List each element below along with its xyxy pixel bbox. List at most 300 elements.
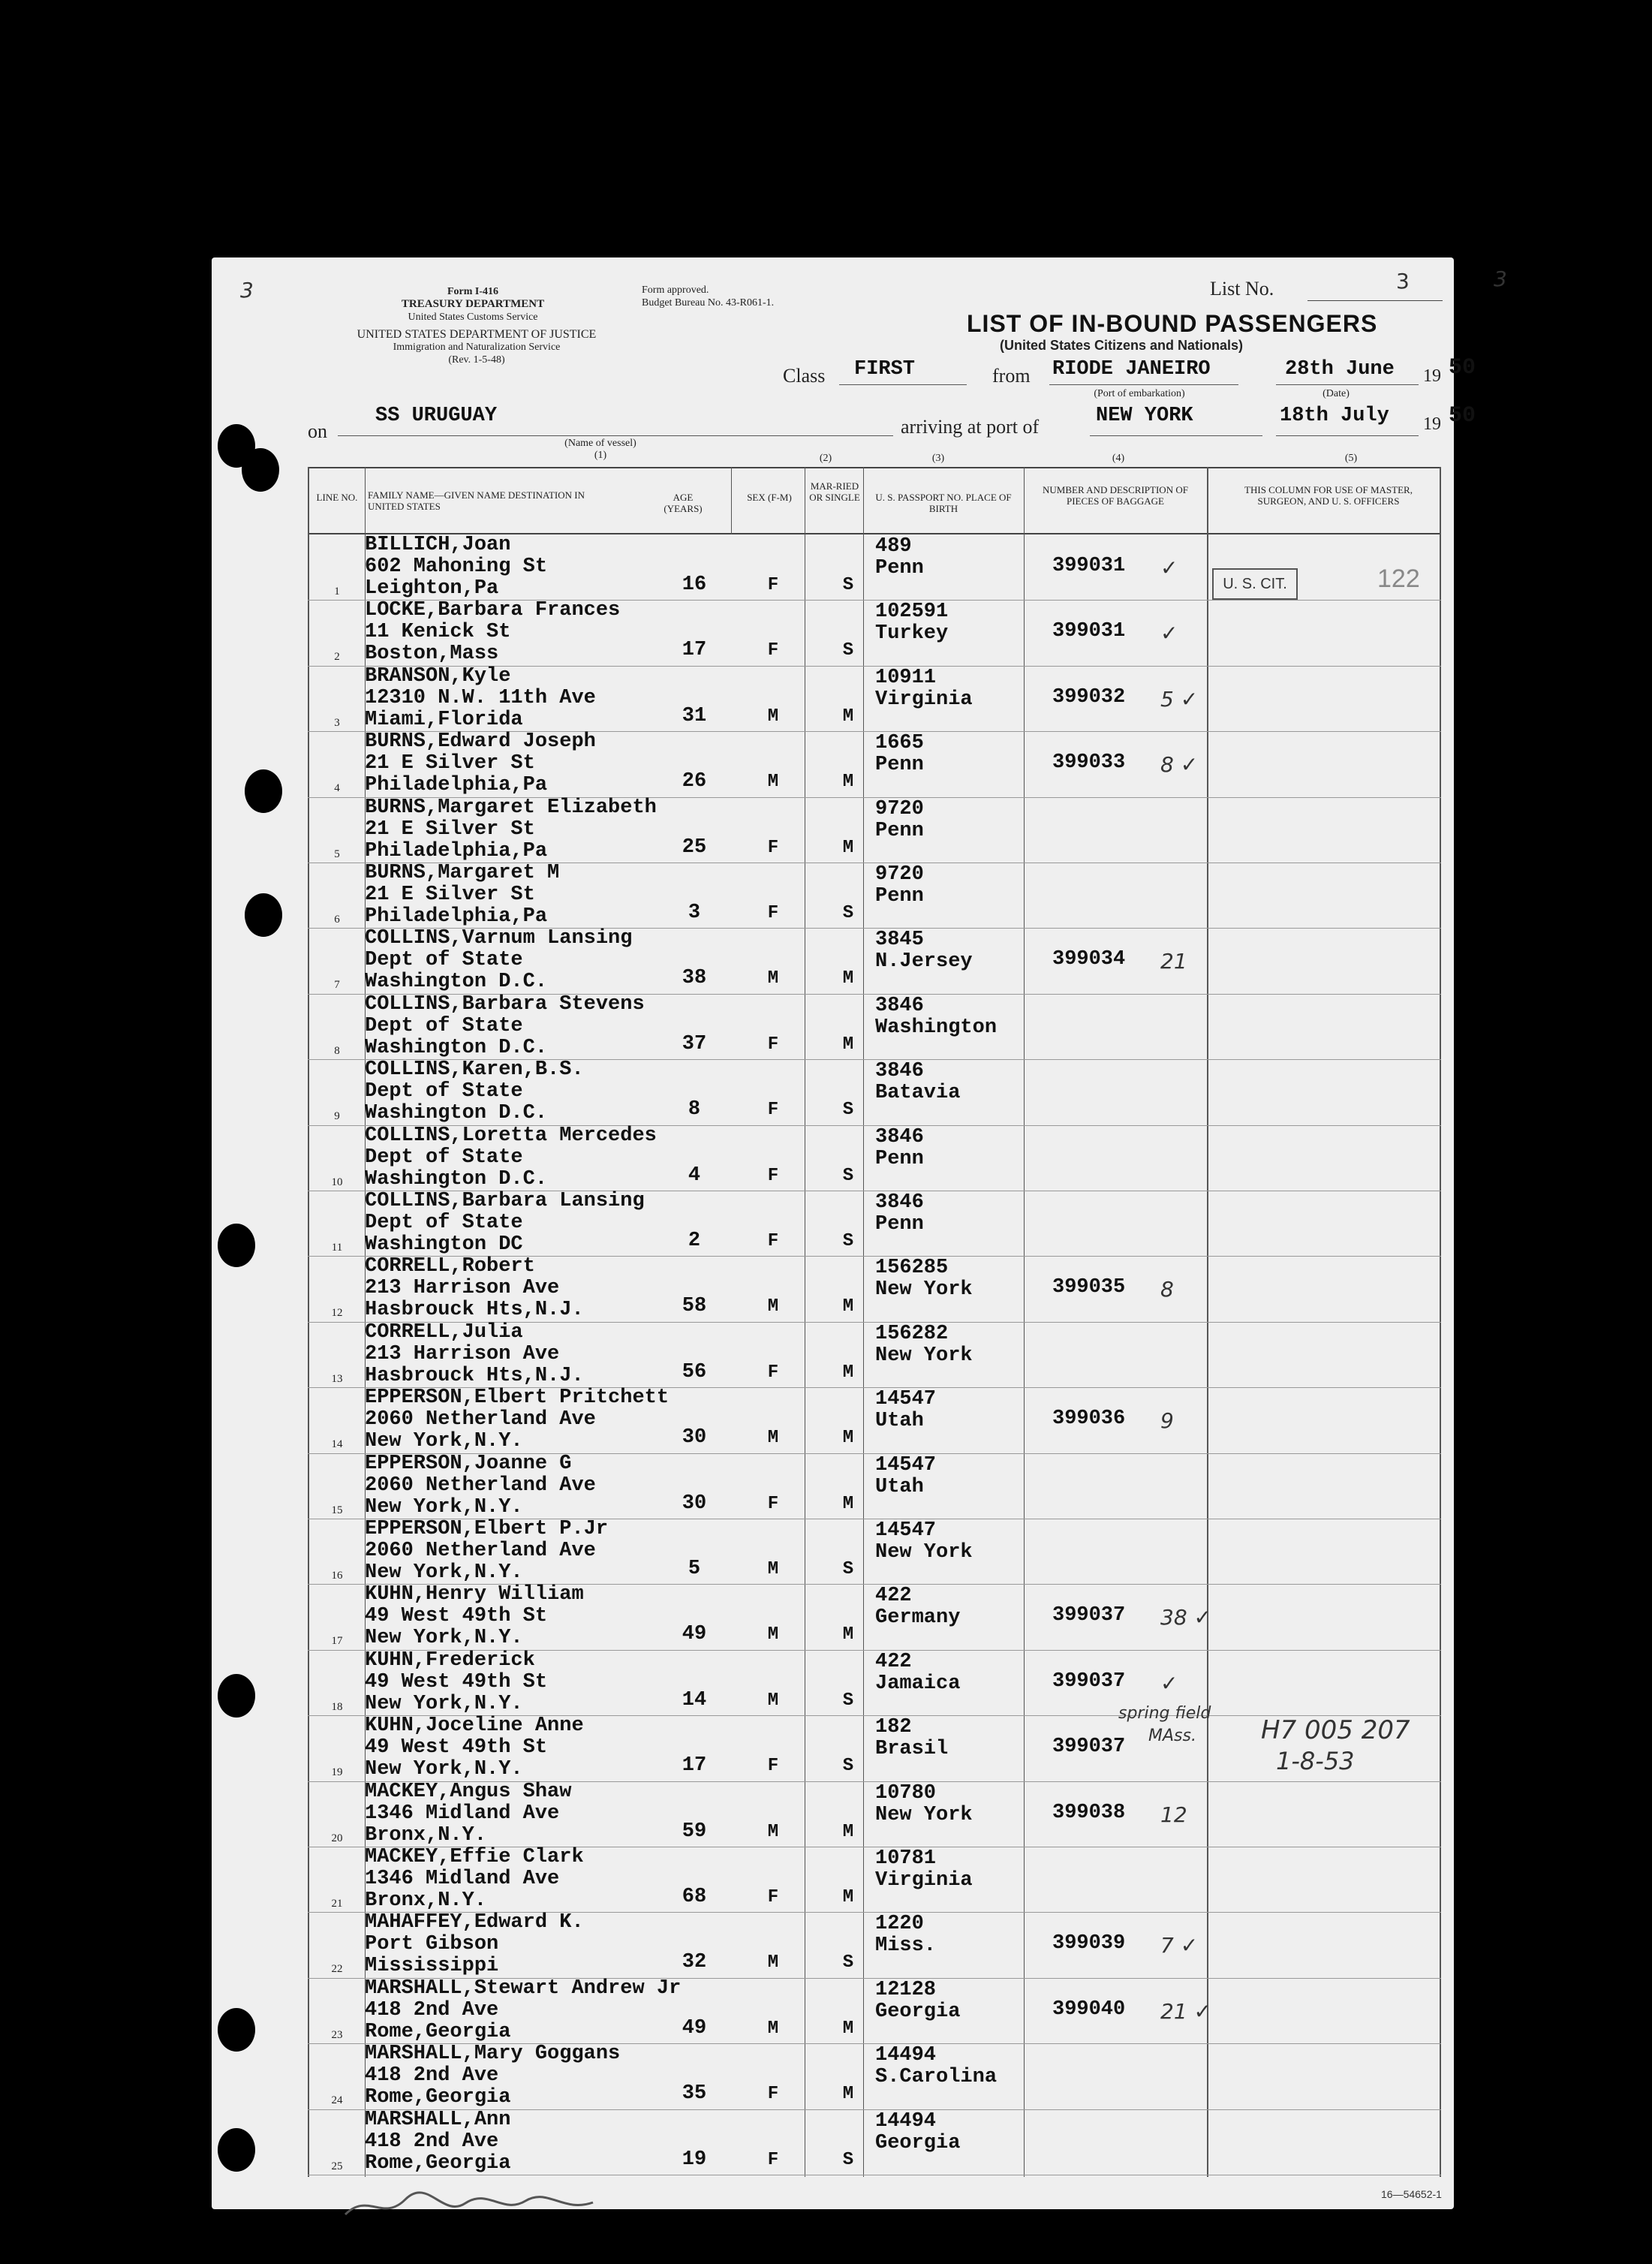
sex: F	[767, 1362, 779, 1383]
age: 5	[688, 1558, 701, 1580]
marital-status: M	[842, 1362, 854, 1383]
marital-status: S	[842, 903, 854, 923]
age: 31	[682, 704, 707, 727]
place-of-birth: Batavia	[875, 1082, 961, 1105]
address-line-2: Washington D.C.	[365, 1167, 548, 1191]
col-header-baggage: NUMBER AND DESCRIPTION OF PIECES OF BAGGAGE	[1043, 484, 1188, 507]
baggage-number: 399033	[1052, 751, 1126, 775]
passport-birthplace	[875, 2111, 1033, 2154]
address-line-2: Hasbrouck Hts,N.J.	[365, 1364, 584, 1387]
table-row	[308, 2109, 1441, 2175]
col1-number: (1)	[594, 450, 607, 461]
departure-date: 28th June	[1285, 358, 1395, 381]
address-line-2: Philadelphia,Pa	[365, 839, 548, 863]
address-line-1: 1346 Midland Ave	[365, 1802, 560, 1825]
baggage-number: 399040	[1052, 1998, 1126, 2021]
sex: F	[767, 1493, 779, 1514]
address-line-2: Hasbrouck Hts,N.J.	[365, 1299, 584, 1322]
address-line-1: 418 2nd Ave	[365, 1998, 499, 2022]
marital-status: S	[842, 1952, 854, 1973]
passport-birthplace	[875, 601, 1033, 645]
passenger-name: BILLICH,Joan	[365, 534, 511, 556]
table-row	[308, 1125, 1441, 1191]
address-line-2: Bronx,N.Y.	[365, 1889, 487, 1912]
sex: F	[767, 575, 779, 595]
passenger-name: MARSHALL,Mary Goggans	[365, 2043, 621, 2066]
address-line-2: Rome,Georgia	[365, 2020, 511, 2043]
marital-status: M	[842, 2084, 854, 2105]
marital-status: S	[842, 1756, 854, 1777]
marital-status: M	[842, 1296, 854, 1317]
place-of-birth: Germany	[875, 1606, 961, 1630]
address-line-2: New York,N.Y.	[365, 1692, 523, 1715]
line-number: 6	[334, 914, 340, 926]
address-line-2: Rome,Georgia	[365, 2151, 511, 2175]
line-number: 21	[331, 1898, 343, 1910]
passport-number: 14494	[875, 2109, 937, 2133]
on-label: on	[308, 420, 327, 442]
passport-number: 14547	[875, 1453, 937, 1477]
passport-number: 3846	[875, 1125, 924, 1149]
passport-birthplace	[875, 929, 1033, 973]
baggage-note: ✓	[1160, 1670, 1178, 1696]
marital-status: M	[842, 772, 854, 793]
place-of-birth: New York	[875, 1278, 973, 1302]
address-line-1: 2060 Netherland Ave	[365, 1540, 596, 1562]
baggage-note: ✓	[1160, 555, 1178, 580]
age: 3	[688, 902, 701, 924]
passport-birthplace	[875, 1783, 1033, 1826]
address-line-1: Dept of State	[365, 1212, 523, 1234]
passport-birthplace	[875, 1061, 1033, 1104]
passport-birthplace	[875, 1913, 1033, 1957]
passport-birthplace	[875, 799, 1033, 842]
sex: M	[767, 1624, 779, 1645]
passenger-name: EPPERSON,Joanne G	[365, 1452, 572, 1475]
baggage-number: 399034	[1052, 948, 1126, 971]
date-caption: (Date)	[1323, 388, 1350, 399]
passport-birthplace	[875, 1323, 1033, 1367]
passport-number: 9720	[875, 797, 924, 820]
address-line-1: 418 2nd Ave	[365, 2064, 499, 2088]
sex: M	[767, 1952, 779, 1973]
address-line-1: Port Gibson	[365, 1933, 499, 1956]
passenger-name: KUHN,Joceline Anne	[365, 1715, 584, 1738]
col3-number: (3)	[931, 453, 945, 464]
address-line-1: Dept of State	[365, 1146, 523, 1169]
dept-justice: UNITED STATES DEPARTMENT OF JUSTICE	[357, 328, 597, 341]
manifest-subtitle: (United States Citizens and Nationals)	[1000, 338, 1244, 353]
address-line-1: 49 West 49th St	[365, 1605, 548, 1628]
place-of-birth: Miss.	[875, 1934, 937, 1958]
age: 49	[682, 1623, 707, 1646]
line-number: 17	[331, 1635, 343, 1648]
line-number: 15	[331, 1504, 343, 1516]
line-number: 19	[331, 1766, 343, 1779]
address-line-1: Dept of State	[365, 949, 523, 972]
us-citizen-stamp: U. S. CIT.	[1212, 568, 1298, 600]
line-number: 1	[334, 586, 340, 598]
annotation-mass: MAss.	[1148, 1727, 1196, 1745]
place-of-birth: Penn	[875, 1147, 924, 1170]
address-line-1: 49 West 49th St	[365, 1736, 548, 1760]
table-row	[308, 1978, 1441, 2043]
col4-number: (4)	[1112, 453, 1125, 464]
marital-status: M	[842, 2018, 854, 2039]
passenger-name: MAHAFFEY,Edward K.	[365, 1911, 584, 1934]
col-header-married: MAR-RIED OR SINGLE	[809, 480, 860, 503]
passport-number: 156282	[875, 1322, 949, 1345]
corner-mark-right: 3	[1494, 266, 1507, 291]
table-row	[308, 1584, 1441, 1649]
address-line-2: Philadelphia,Pa	[365, 905, 548, 928]
ins-service: Immigration and Naturalization Service	[393, 342, 561, 353]
passport-birthplace	[875, 1717, 1033, 1760]
line-number: 16	[331, 1570, 343, 1582]
passenger-name: EPPERSON,Elbert P.Jr	[365, 1518, 609, 1540]
marital-status: S	[842, 1690, 854, 1711]
binder-hole	[218, 1674, 255, 1718]
sex: F	[767, 2084, 779, 2105]
place-of-birth: Utah	[875, 1475, 924, 1498]
table-row	[308, 994, 1441, 1059]
col-header-passport: U. S. PASSPORT NO. PLACE OF BIRTH	[875, 492, 1012, 514]
year-prefix: 19	[1423, 366, 1441, 386]
passport-number: 156285	[875, 1257, 949, 1280]
passport-number: 489	[875, 535, 912, 558]
passenger-name: MARSHALL,Stewart Andrew Jr	[365, 1976, 682, 2000]
passport-birthplace	[875, 1455, 1033, 1498]
baggage-number: 399031	[1052, 620, 1126, 643]
passenger-name: COLLINS,Barbara Stevens	[365, 992, 645, 1016]
passport-birthplace	[875, 1520, 1033, 1564]
address-line-2: New York,N.Y.	[365, 1561, 523, 1584]
passport-number: 1220	[875, 1913, 924, 1936]
address-line-1: 1346 Midland Ave	[365, 1868, 560, 1890]
age: 30	[682, 1426, 707, 1450]
table-row	[308, 600, 1441, 665]
age: 37	[682, 1032, 707, 1055]
baggage-number: 399037	[1052, 1604, 1126, 1627]
passport-birthplace	[875, 1257, 1033, 1301]
passport-birthplace	[875, 1585, 1033, 1629]
baggage-note: 7 ✓	[1160, 1933, 1199, 1958]
address-line-2: New York,N.Y.	[365, 1495, 523, 1519]
form-approved: Form approved.	[642, 285, 709, 296]
line-number: 12	[331, 1307, 343, 1320]
table-row	[308, 1322, 1441, 1387]
col2-number: (2)	[819, 453, 832, 464]
annotation-number: H7 005 207	[1261, 1715, 1410, 1745]
sex: F	[767, 1100, 779, 1121]
age: 59	[682, 1820, 707, 1843]
age: 25	[682, 835, 707, 859]
binder-hole	[242, 448, 279, 492]
age: 58	[682, 1295, 707, 1318]
line-number: 14	[331, 1438, 343, 1451]
sex: F	[767, 1034, 779, 1055]
address-line-1: Dept of State	[365, 1014, 523, 1037]
passenger-name: COLLINS,Loretta Mercedes	[365, 1124, 657, 1147]
line-number: 13	[331, 1372, 343, 1385]
marital-status: M	[842, 1034, 854, 1055]
age: 68	[682, 1886, 707, 1908]
address-line-1: 2060 Netherland Ave	[365, 1408, 596, 1432]
passport-number: 1665	[875, 732, 924, 755]
col-header-sex: SEX (F-M)	[747, 492, 792, 503]
place-of-birth: Utah	[875, 1410, 924, 1433]
place-of-birth: Penn	[875, 885, 924, 908]
age: 26	[682, 770, 707, 793]
address-line-2: New York,N.Y.	[365, 1627, 523, 1650]
table-row	[308, 1191, 1441, 1256]
from-label: from	[992, 365, 1031, 387]
place-of-birth: Georgia	[875, 2131, 961, 2154]
address-line-2: New York,N.Y.	[365, 1758, 523, 1781]
marital-status: S	[842, 1231, 854, 1251]
list-no-label: List No.	[1210, 278, 1274, 300]
baggage-number: 399038	[1052, 1801, 1126, 1824]
age: 56	[682, 1360, 707, 1383]
baggage-note: 5 ✓	[1160, 686, 1199, 712]
age: 35	[682, 2082, 707, 2106]
table-row	[308, 1453, 1441, 1519]
baggage-number: 399037	[1052, 1669, 1126, 1693]
passenger-name: BURNS,Margaret M	[365, 862, 560, 884]
passenger-name: BURNS,Edward Joseph	[365, 730, 596, 754]
line-number: 11	[331, 1242, 343, 1254]
customs-service: United States Customs Service	[408, 312, 538, 323]
marital-status: M	[842, 1821, 854, 1842]
passenger-name: MARSHALL,Ann	[365, 2108, 511, 2131]
sex: M	[767, 2018, 779, 2039]
marital-status: S	[842, 1165, 854, 1186]
address-line-1: Dept of State	[365, 1080, 523, 1103]
passport-number: 3845	[875, 929, 924, 952]
place-of-birth: New York	[875, 1541, 973, 1564]
arrival-date: 18th July	[1280, 405, 1389, 427]
class-value: FIRST	[854, 358, 916, 381]
table-row	[308, 1847, 1441, 1912]
age: 19	[682, 2148, 707, 2171]
place-of-birth: S.Carolina	[875, 2066, 998, 2089]
form-revision: (Rev. 1-5-48)	[448, 354, 505, 366]
table-row	[308, 1059, 1441, 1124]
binder-hole	[245, 769, 282, 813]
address-line-2: Washington D.C.	[365, 1036, 548, 1059]
passenger-name: CORRELL,Robert	[365, 1255, 535, 1278]
address-line-1: 12310 N.W. 11th Ave	[365, 686, 596, 709]
list-no-value: 3	[1396, 269, 1410, 294]
address-line-2: Boston,Mass	[365, 643, 499, 666]
port-embark-caption: (Port of embarkation)	[1094, 388, 1185, 399]
baggage-number: 399035	[1052, 1276, 1126, 1299]
line-number: 5	[334, 847, 340, 860]
year-departure: 50	[1449, 355, 1476, 381]
sex: M	[767, 1428, 779, 1449]
marital-status: S	[842, 2149, 854, 2170]
footer-code: 16—54652-1	[1381, 2188, 1442, 2200]
baggage-note: 9	[1160, 1408, 1174, 1434]
place-of-birth: Penn	[875, 1213, 924, 1236]
line-number: 9	[334, 1110, 340, 1123]
baggage-note: 8	[1160, 1277, 1174, 1302]
passport-number: 14547	[875, 1388, 937, 1411]
address-line-1: 213 Harrison Ave	[365, 1277, 560, 1300]
binder-hole	[218, 2128, 255, 2172]
class-underline	[839, 384, 967, 385]
place-of-birth: Penn	[875, 557, 924, 580]
age: 32	[682, 1951, 707, 1974]
sex: F	[767, 837, 779, 858]
line-number: 24	[331, 2094, 343, 2107]
place-of-birth: New York	[875, 1344, 973, 1367]
table-row	[308, 2043, 1441, 2109]
passport-birthplace	[875, 1651, 1033, 1695]
passenger-name: KUHN,Henry William	[365, 1583, 584, 1606]
baggage-number: 399032	[1052, 685, 1126, 709]
place-of-birth: Turkey	[875, 622, 949, 646]
age: 17	[682, 1754, 707, 1778]
dept-treasury: TREASURY DEPARTMENT	[401, 298, 545, 310]
col-header-name: FAMILY NAME—GIVEN NAME DESTINATION IN UNITED STATES	[368, 489, 585, 512]
sex: M	[767, 1559, 779, 1579]
address-line-2: Bronx,N.Y.	[365, 1823, 487, 1847]
manifest-title: LIST OF IN-BOUND PASSENGERS	[967, 310, 1378, 337]
marital-status: S	[842, 1100, 854, 1121]
passport-number: 10911	[875, 666, 937, 689]
line-number: 7	[334, 979, 340, 992]
age: 14	[682, 1688, 707, 1712]
col-header-age: AGE (YEARS)	[664, 492, 703, 514]
passport-number: 10780	[875, 1781, 937, 1805]
address-line-2: Washington D.C.	[365, 971, 548, 994]
passenger-name: LOCKE,Barbara Frances	[365, 599, 621, 622]
table-row	[308, 1256, 1441, 1321]
line-number: 4	[334, 782, 340, 795]
passenger-name: MACKEY,Angus Shaw	[365, 1780, 572, 1803]
port-of-embarkation: RIODE JANEIRO	[1052, 358, 1211, 381]
place-of-birth: N.Jersey	[875, 950, 973, 974]
address-line-1: 11 Kenick St	[365, 621, 511, 644]
list-no-underline	[1307, 300, 1443, 301]
marital-status: S	[842, 575, 854, 595]
marital-status: M	[842, 968, 854, 989]
address-line-2: Miami,Florida	[365, 708, 523, 731]
sex: M	[767, 968, 779, 989]
passenger-name: CORRELL,Julia	[365, 1320, 523, 1344]
passport-birthplace	[875, 1848, 1033, 1892]
line-number: 20	[331, 1832, 343, 1844]
address-line-1: 21 E Silver St	[365, 752, 535, 775]
baggage-number: 399036	[1052, 1407, 1126, 1431]
baggage-note: ✓	[1160, 621, 1178, 646]
passport-birthplace	[875, 1127, 1033, 1170]
line-number: 10	[331, 1176, 343, 1188]
sex: F	[767, 903, 779, 923]
year-prefix-2: 19	[1423, 414, 1441, 434]
passport-number: 422	[875, 1585, 912, 1608]
col5-number: (5)	[1344, 453, 1358, 464]
table-row	[308, 1912, 1441, 1977]
age: 2	[688, 1230, 701, 1252]
marital-status: M	[842, 1428, 854, 1449]
passport-birthplace	[875, 1979, 1033, 2023]
passenger-name: COLLINS,Karen,B.S.	[365, 1058, 584, 1082]
passport-birthplace	[875, 536, 1033, 580]
age: 16	[682, 574, 707, 596]
address-line-2: New York,N.Y.	[365, 1430, 523, 1453]
table-row	[308, 731, 1441, 796]
line-number: 8	[334, 1044, 340, 1057]
line-number: 18	[331, 1700, 343, 1713]
place-of-birth: New York	[875, 1803, 973, 1826]
passenger-name: BURNS,Margaret Elizabeth	[365, 796, 657, 819]
arrival-date-underline	[1276, 435, 1419, 436]
table-row	[308, 797, 1441, 863]
baggage-note: 21	[1160, 949, 1187, 974]
passenger-name: KUHN,Frederick	[365, 1648, 535, 1672]
passport-number: 3846	[875, 1191, 924, 1214]
sex: F	[767, 1756, 779, 1777]
passenger-name: BRANSON,Kyle	[365, 664, 511, 688]
stamp-number: 122	[1377, 564, 1420, 593]
table-row	[308, 1519, 1441, 1584]
marital-status: S	[842, 640, 854, 661]
baggage-note: 38 ✓	[1160, 1605, 1211, 1630]
passport-birthplace	[875, 995, 1033, 1039]
passport-birthplace	[875, 1192, 1033, 1236]
marital-status: M	[842, 837, 854, 858]
passport-number: 3846	[875, 994, 924, 1017]
marital-status: M	[842, 1493, 854, 1514]
year-arrival: 50	[1449, 403, 1476, 429]
table-top-border	[308, 467, 1441, 468]
passport-birthplace	[875, 667, 1033, 711]
col-divider-age	[731, 467, 732, 534]
table-row	[308, 863, 1441, 928]
address-line-1: 602 Mahoning St	[365, 555, 548, 578]
passenger-name: MACKEY,Effie Clark	[365, 1846, 584, 1868]
col-header-line: LINE NO.	[316, 492, 358, 503]
passport-birthplace	[875, 733, 1033, 776]
line-number: 2	[334, 651, 340, 664]
age: 38	[682, 967, 707, 990]
sex: F	[767, 1231, 779, 1251]
vessel-name: SS URUGUAY	[375, 405, 498, 427]
vessel-caption: (Name of vessel)	[564, 438, 636, 449]
arrival-underline	[1090, 435, 1262, 436]
passport-number: 182	[875, 1716, 912, 1739]
passenger-name: EPPERSON,Elbert Pritchett	[365, 1386, 670, 1410]
signature-scribble	[338, 2184, 608, 2229]
binder-hole	[218, 1224, 255, 1267]
line-number: 25	[331, 2160, 343, 2172]
annotation-date: 1-8-53	[1276, 1747, 1355, 1775]
baggage-number: 399031	[1052, 555, 1126, 577]
place-of-birth: Brasil	[875, 1738, 949, 1761]
annotation-springfield: spring field	[1118, 1704, 1211, 1723]
date-underline	[1276, 384, 1419, 385]
place-of-birth: Virginia	[875, 1869, 973, 1892]
passport-number: 14547	[875, 1519, 937, 1542]
marital-status: S	[842, 1559, 854, 1579]
col-header-officers: THIS COLUMN FOR USE OF MASTER, SURGEON, AND U. S. OFFICERS	[1244, 484, 1413, 507]
address-line-2: Rome,Georgia	[365, 2086, 511, 2109]
passport-number: 12128	[875, 1978, 937, 2001]
sex: M	[767, 772, 779, 793]
passport-number: 102591	[875, 601, 949, 624]
